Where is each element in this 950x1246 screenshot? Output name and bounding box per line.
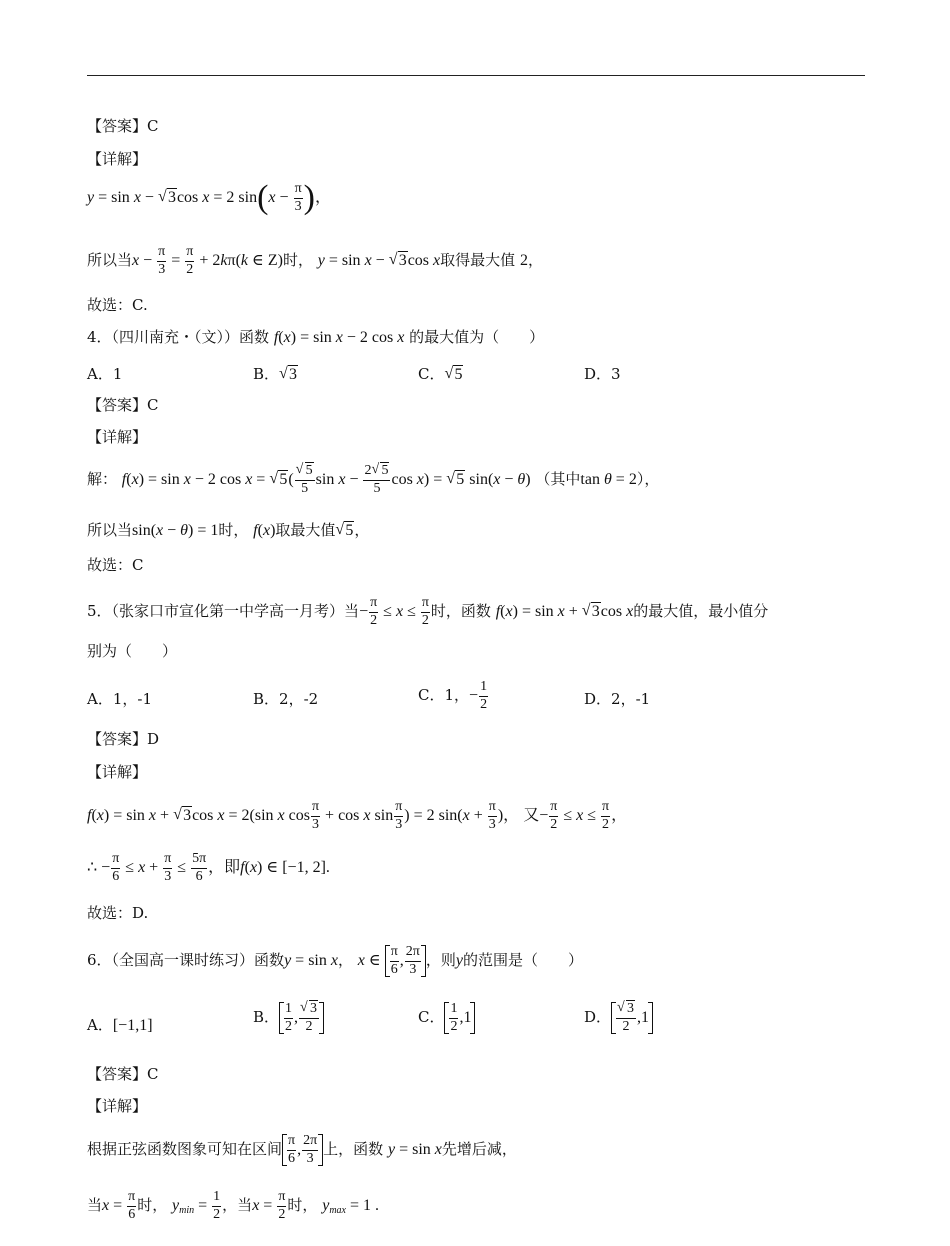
q5-option-a[interactable]: A．1，-1 [87,690,152,708]
answer-line-6: 【答案】C [87,1065,159,1083]
equation-1: y = sin x − √ 3cos x = 2 sin(x − $\frac{\pi}{3}$ )， [87,182,331,214]
q5-stem: 5．（张家口市宣化第一中学高一月考）当− $\frac{\pi}{2}$ ≤ x ≤ $\frac{\pi}{2}$ 时，函数 f(x) = sin x + √ 3cos x的最大值，最小值分 [87,596,768,628]
conclusion-1: 故选：C. [87,296,148,314]
q5-therefore: ∴ − $\frac{\pi}{6}$ ≤ x + $\frac{\pi}{3}$ ≤ $\frac{5\pi}{6}$ ，即f(x) ∈ [−1, 2]. [87,851,330,884]
conclusion-4: 故选：C [87,556,144,574]
q6-stem: 6．（全国高一课时练习）函数y = sin x， x ∈ $\frac{\pi}{6}$ , $\frac{2\pi}{3}$ ，则y的范围是（ ） [87,944,584,977]
q5-stem-line2: 别为（ ） [87,642,178,660]
q4-so-when: 所以当sin(x − θ) = 1时， f(x)取最大值√ 5， [87,523,369,539]
q6-detail-line2: 当x = $\frac{\pi}{6}$ 时， $y_{min}$ = $\frac{1}{2}$ ，当x = $\frac{\pi}{2}$ 时， $y_{max} = 1$ . [87,1189,380,1222]
detail-label-4: 【详解】 [87,428,148,446]
q4-option-a[interactable]: A．1 [87,365,123,383]
line-so-when-1: 所以当x − $\frac{\pi}{3}$ = $\frac{\pi}{2}$ + 2kπ(k ∈ Z)时， y = sin x − √ 3cos x取得最大值 2， [87,245,543,277]
answer-line-5: 【答案】D [87,730,160,748]
q4-option-d[interactable]: D．3 [584,365,621,383]
q6-option-d[interactable]: D． √ $\frac{3}{2}$ ,1 [584,1002,653,1034]
q4-stem: 4．（四川南充・（文））函数 f(x) = sin x − 2 cos x 的最大值为（ ） [87,328,545,346]
q4-option-b[interactable]: B．√ 3 [253,363,298,384]
q6-detail-line1: 根据正弦函数图象可知在区间 $\frac{\pi}{6}$ , $\frac{2\pi}{3}$ 上，函数 y = sin x先增后减， [87,1133,517,1166]
q6-option-a[interactable]: A．[−1,1] [87,1016,153,1034]
q4-option-c[interactable]: C．√ 5 [418,363,463,384]
header-rule [87,75,865,76]
q5-option-d[interactable]: D．2，-1 [584,690,651,708]
q5-solution: f(x) = sin x + √ 3cos x = 2(sin x cos $\frac{\pi}{3}$ + cos x sin $\frac{\pi}{3}$ ) = 2 sin(x + $\frac{\pi}{3}$ )， 又− $\frac{\pi}{2}$ ≤ x ≤ $\frac{\pi}{2}$ ， [87,800,627,832]
detail-label-1: 【详解】 [87,150,148,168]
answer-line-4: 【答案】C [87,396,159,414]
q4-solution: 解： f(x) = sin x − 2 cos x = √ 5( √ $\frac{5}{5}$ sin x − $\frac{2√ 5}{5}$ cos x) = √ 5 sin(x − θ) （其中tan θ = 2）， [87,464,659,496]
detail-label-6: 【详解】 [87,1097,148,1115]
detail-label-5: 【详解】 [87,763,148,781]
q5-option-b[interactable]: B．2，-2 [253,690,319,708]
conclusion-5: 故选：D. [87,904,149,922]
q5-option-c[interactable]: C．1，− $\frac{1}{2}$ [418,679,488,712]
answer-value: C [147,117,159,135]
q6-option-c[interactable]: C． $\frac{1}{2}$ ,1 [418,1002,475,1034]
answer-line-1 [87,119,159,134]
q6-option-b[interactable]: B． $\frac{1}{2}$ , √ $\frac{3}{2}$ [253,1002,324,1034]
answer-label: 【答案】 [87,117,148,135]
